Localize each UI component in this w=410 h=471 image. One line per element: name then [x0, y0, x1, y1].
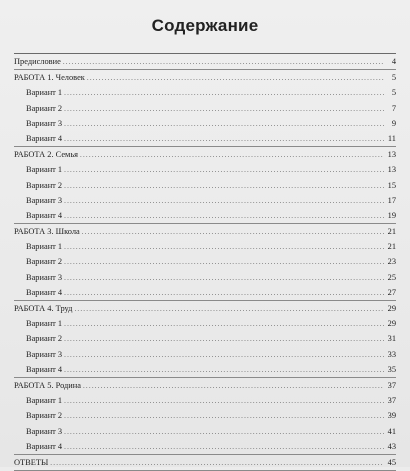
toc-entry-label: Вариант 3	[26, 195, 63, 205]
toc-subentry	[14, 439, 396, 454]
toc-subentry	[14, 85, 396, 100]
toc-page-number: 21	[387, 242, 396, 252]
toc-page-number: 37	[387, 396, 396, 406]
toc-page-number: 7	[391, 103, 396, 113]
toc-section-work-2	[14, 147, 396, 223]
toc-entry-label: Предисловие	[14, 57, 61, 66]
toc-subentry	[14, 178, 396, 193]
table-of-contents	[14, 53, 396, 471]
dot-leader	[64, 86, 384, 100]
toc-entry-label: Вариант 4	[26, 364, 63, 374]
toc-subentry	[14, 131, 396, 146]
dot-leader	[64, 117, 384, 131]
toc-entry-label: Вариант 2	[26, 257, 63, 267]
dot-leader	[64, 363, 384, 377]
toc-section-work-4	[14, 301, 396, 377]
dot-leader	[64, 240, 384, 254]
dot-leader	[64, 194, 384, 208]
toc-entry-label: РАБОТА 4. Труд	[14, 304, 73, 313]
dot-leader	[74, 302, 384, 316]
toc-page-number: 9	[391, 118, 396, 128]
toc-subentry	[14, 239, 396, 254]
toc-section-work-5	[14, 378, 396, 454]
toc-page-number: 31	[387, 334, 396, 344]
toc-subentry	[14, 162, 396, 177]
toc-subentry	[14, 408, 396, 423]
dot-leader	[64, 255, 384, 269]
toc-page-number: 29	[387, 304, 396, 313]
toc-page-number: 29	[387, 319, 396, 329]
toc-page-number: 11	[387, 133, 396, 143]
toc-subentry	[14, 270, 396, 285]
toc-page-number: 41	[387, 426, 396, 436]
toc-subentry	[14, 331, 396, 346]
dot-leader	[64, 132, 384, 146]
dot-leader	[50, 456, 384, 470]
dot-leader	[64, 332, 384, 346]
toc-entry-label: РАБОТА 3. Школа	[14, 227, 80, 237]
toc-entry-label: РАБОТА 5. Родина	[14, 380, 81, 390]
toc-page-number: 19	[387, 210, 396, 220]
toc-subentry	[14, 424, 396, 439]
dot-leader	[64, 286, 384, 300]
dot-leader	[64, 425, 384, 439]
dot-leader	[82, 225, 384, 239]
toc-entry-label: РАБОТА 1. Человек	[14, 73, 85, 83]
toc-entry-label: Вариант 2	[26, 180, 63, 190]
toc-page-number: 21	[387, 227, 396, 237]
toc-section-answers	[14, 455, 396, 470]
toc-page-number: 27	[387, 287, 396, 297]
toc-entry	[14, 54, 396, 69]
toc-entry	[14, 455, 396, 470]
toc-entry-label: РАБОТА 2. Семья	[14, 150, 79, 160]
toc-page-number: 13	[387, 165, 396, 175]
dot-leader	[64, 394, 384, 408]
dot-leader	[64, 409, 384, 423]
toc-page-number: 5	[391, 73, 396, 83]
toc-subentry	[14, 316, 396, 331]
toc-entry	[14, 70, 396, 85]
toc-entry-label: Вариант 4	[26, 287, 63, 297]
toc-subentry	[14, 193, 396, 208]
toc-entry-label: Вариант 4	[26, 210, 63, 220]
toc-page-number: 13	[387, 150, 396, 160]
toc-entry	[14, 224, 396, 239]
dot-leader	[64, 102, 384, 116]
toc-entry-label: Вариант 1	[26, 165, 63, 175]
toc-entry-label: Вариант 3	[26, 426, 63, 436]
toc-entry-label: Вариант 4	[26, 441, 63, 451]
toc-subentry	[14, 285, 396, 300]
dot-leader	[80, 148, 384, 162]
toc-entry-label: Вариант 2	[26, 103, 63, 113]
toc-entry-label: Вариант 1	[26, 242, 63, 252]
toc-page-number: 37	[387, 380, 396, 390]
toc-page-number: 4	[391, 57, 396, 66]
dot-leader	[64, 317, 384, 331]
toc-entry	[14, 378, 396, 393]
toc-entry-label: Вариант 1	[26, 88, 63, 98]
toc-page-number: 43	[387, 441, 396, 451]
dot-leader	[64, 209, 384, 223]
toc-page-number: 17	[387, 195, 396, 205]
dot-leader	[63, 55, 384, 69]
toc-section-work-3	[14, 224, 396, 300]
dot-leader	[64, 179, 384, 193]
toc-entry-label: Вариант 2	[26, 334, 63, 344]
toc-subentry	[14, 347, 396, 362]
toc-subentry	[14, 208, 396, 223]
toc-entry-label: Вариант 4	[26, 133, 63, 143]
toc-entry-label: Вариант 3	[26, 349, 63, 359]
toc-entry-label: Вариант 2	[26, 411, 63, 421]
toc-page-number: 45	[387, 457, 396, 467]
toc-entry-label: Вариант 3	[26, 272, 63, 282]
toc-entry-label: Вариант 1	[26, 396, 63, 406]
toc-entry-label: ОТВЕТЫ	[14, 457, 49, 467]
toc-subentry	[14, 393, 396, 408]
toc-page-number: 5	[391, 88, 396, 98]
toc-section-work-1	[14, 70, 396, 146]
toc-subentry	[14, 254, 396, 269]
dot-leader	[64, 440, 384, 454]
toc-page-number: 33	[387, 349, 396, 359]
dot-leader	[87, 71, 384, 85]
toc-page-number: 35	[387, 364, 396, 374]
page-title: Содержание	[151, 16, 259, 35]
dot-leader	[64, 163, 384, 177]
toc-page-number: 39	[387, 411, 396, 421]
toc-page-number: 25	[387, 272, 396, 282]
toc-entry-label: Вариант 1	[26, 319, 63, 329]
toc-subentry	[14, 362, 396, 377]
dot-leader	[64, 348, 384, 362]
dot-leader	[83, 379, 384, 393]
toc-entry-label: Вариант 3	[26, 118, 63, 128]
toc-page-number: 15	[387, 180, 396, 190]
toc-entry	[14, 301, 396, 316]
dot-leader	[64, 271, 384, 285]
toc-subentry	[14, 101, 396, 116]
toc-page-number: 23	[387, 257, 396, 267]
toc-section-preface	[14, 54, 396, 69]
toc-entry	[14, 147, 396, 162]
toc-subentry	[14, 116, 396, 131]
